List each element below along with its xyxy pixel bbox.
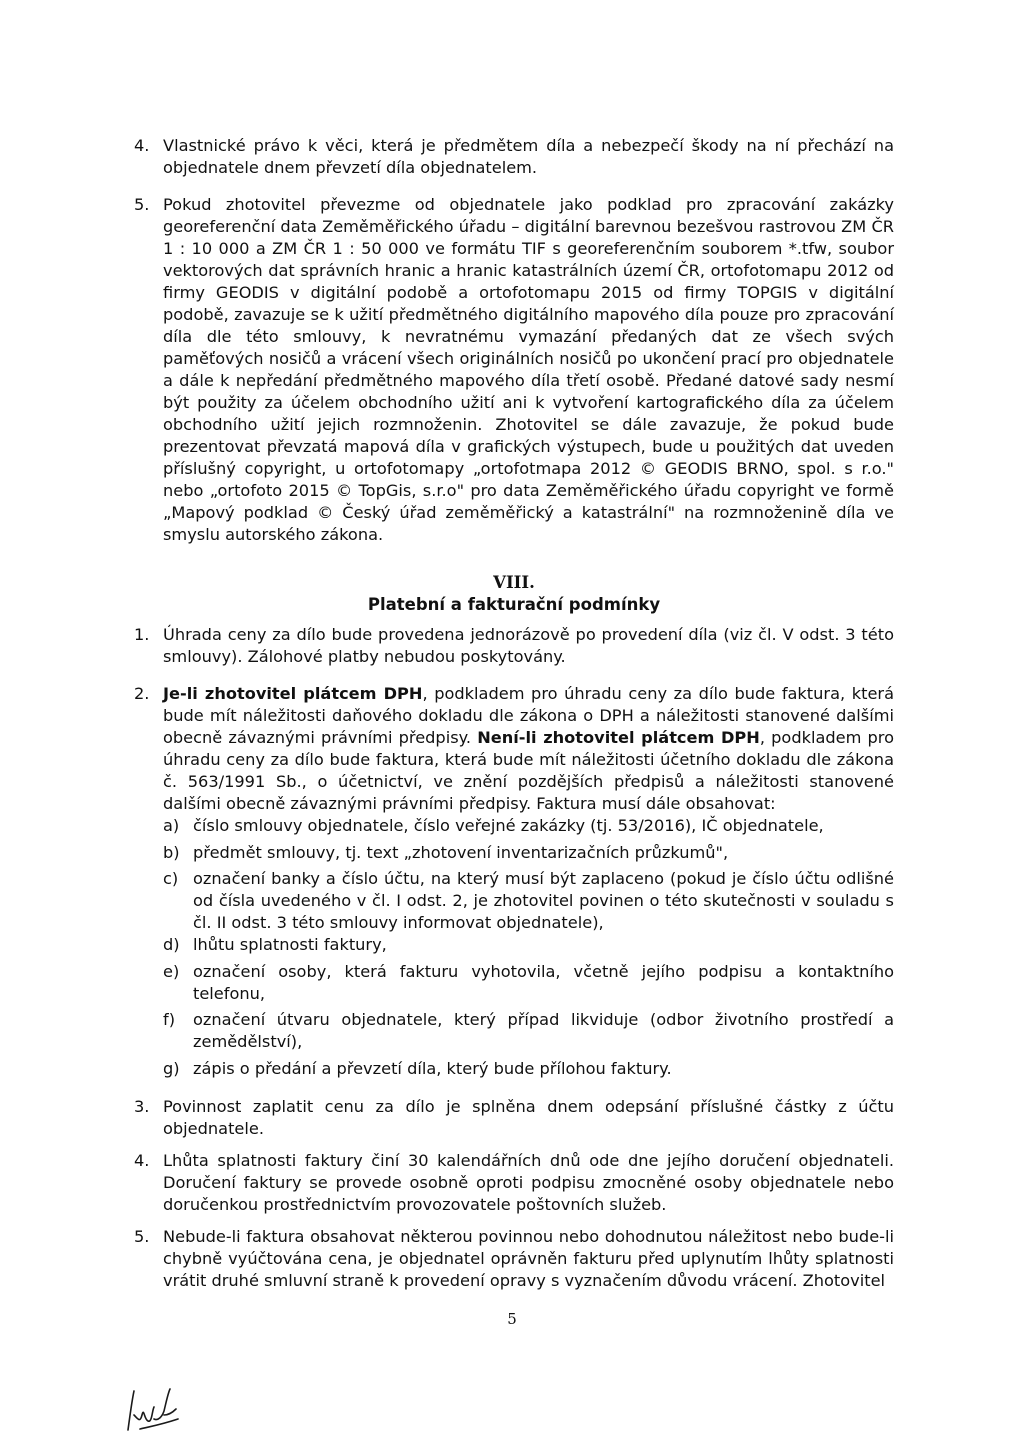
section-roman-numeral: VIII.	[493, 573, 535, 592]
item-number: 4.	[134, 1151, 150, 1170]
handwritten-initials-icon	[118, 1385, 198, 1435]
subitem-letter: c)	[163, 869, 179, 888]
item-text: Vlastnické právo k věci, která je předmětem díla a nebezpečí škody na ní přechází na objednatele dnem převzetí díla objednatelem.	[163, 136, 894, 177]
subitem-text: lhůtu splatnosti faktury,	[193, 935, 387, 954]
subitem-a	[163, 815, 894, 837]
item-number: 3.	[134, 1097, 150, 1116]
article-8-item-5	[134, 1226, 894, 1292]
item-text: Nebude-li faktura obsahovat některou povinnou nebo dohodnutou náležitost nebo bude-li chybně vyúčtována cena, je objednatel oprávněn fakturu před uplynutím lhůty splatnosti vrátit druhé smluvní straně k provedení opravy s vyznačením důvodu vrácení. Zhotovitel	[163, 1227, 894, 1290]
item-number: 5.	[134, 1227, 150, 1246]
subitem-f	[163, 1009, 894, 1053]
subitem-letter: f)	[163, 1010, 176, 1029]
subitem-b	[163, 842, 894, 864]
bold-phrase-non-vat-payer: Není-li zhotovitel plátcem DPH	[477, 728, 760, 747]
item-text: Úhrada ceny za dílo bude provedena jednorázově po provedení díla (viz čl. V odst. 3 této smlouvy). Zálohové platby nebudou poskytovány.	[163, 625, 894, 666]
subitem-text: předmět smlouvy, tj. text „zhotovení inventarizačních průzkumů",	[193, 843, 729, 862]
subitem-d	[163, 934, 894, 956]
subitem-letter: g)	[163, 1059, 180, 1078]
article-8-item-1	[134, 624, 894, 668]
item-text: Lhůta splatnosti faktury činí 30 kalendářních dnů ode dne jejího doručení objednateli. Doručení faktury se provede osobně oproti podpisu zmocněné osoby objednatele nebo doručenkou prostřednictvím provozovatele poštovních služeb.	[163, 1151, 894, 1214]
subitem-letter: d)	[163, 935, 180, 954]
item-text: Povinnost zaplatit cenu za dílo je splněna dnem odepsání příslušné částky z účtu objednatele.	[163, 1097, 894, 1138]
item-number: 2.	[134, 684, 150, 703]
article-8-item-2	[134, 683, 894, 815]
article-8-item-4	[134, 1150, 894, 1216]
section-title: Platební a fakturační podmínky	[367, 595, 661, 614]
subitem-letter: e)	[163, 962, 180, 981]
item-number: 5.	[134, 195, 150, 214]
subitem-letter: b)	[163, 843, 180, 862]
article-7-item-5	[134, 194, 894, 546]
item-text	[163, 683, 894, 815]
item-number: 4.	[134, 136, 150, 155]
item-text-part-1: , podkladem pro úhradu ceny za dílo bude faktura, která bude mít náležitosti daňového dokladu dle zákona o DPH a náležitosti stanovené dalšími obecně závaznými právními předpisy.	[163, 684, 894, 747]
item-text-part-2: , podkladem pro úhradu ceny za dílo bude faktura, která bude mít náležitosti účetního dokladu dle zákona č. 563/1991 Sb., o účetnictví, ve znění pozdějších předpisů a náležitosti stanovené dalšími obecně závaznými právními předpisy. Faktura musí dále obsahovat:	[163, 728, 894, 813]
item-text: Pokud zhotovitel převezme od objednatele jako podklad pro zpracování zakázky georeferenční data Zeměměřického úřadu – digitální barevnou bezešvou rastrovou ZM ČR 1 : 10 000 a ZM ČR 1 : 50 000 ve formátu TIF s georeferenčním souborem *.tfw, soubor vektorových dat správních hranic a hranic katastrálních území ČR, ortofotomapu 2012 od firmy GEODIS v digitální podobě a ortofotomapu 2015 od firmy TOPGIS v digitální podobě, zavazuje se k užití předmětného digitálního mapového díla pouze pro zpracování díla dle této smlouvy, k nevratnému vymazání předaných dat ze všech svých paměťových nosičů a vrácení všech originálních nosičů po ukončení prací pro objednatele a dále k nepředání předmětného mapového díla třetí osobě. Předané datové sady nesmí být použity za účelem obchodního užití ani k vytvoření kartografického díla za účelem obchodního užití jejich rozmnoženin. Zhotovitel se dále zavazuje, že pokud bude prezentovat převzatá mapová díla v grafických výstupech, bude u použitých dat uveden příslušný copyright, u ortofotomapy „ortofotmapa 2012 © GEODIS BRNO, spol. s r.o." nebo „ortofoto 2015 © TopGis, s.r.o" pro data Zeměměřického úřadu copyright ve formě „Mapový podklad © Český úřad zeměměřický a katastrální" na rozmnoženině díla ve smyslu autorského zákona.	[163, 195, 894, 544]
bold-phrase-vat-payer: Je-li zhotovitel plátcem DPH	[163, 684, 423, 703]
item-number: 1.	[134, 625, 150, 644]
subitem-e	[163, 961, 894, 1005]
subitem-letter: a)	[163, 816, 180, 835]
article-8-item-3	[134, 1096, 894, 1140]
subitem-text: označení osoby, která fakturu vyhotovila, včetně jejího podpisu a kontaktního telefonu,	[193, 962, 894, 1003]
page-number: 5	[507, 1310, 517, 1328]
subitem-c	[163, 868, 894, 934]
subitem-text: číslo smlouvy objednatele, číslo veřejné zakázky (tj. 53/2016), IČ objednatele,	[193, 816, 824, 835]
subitem-g	[163, 1058, 894, 1080]
subitem-text: označení útvaru objednatele, který případ likviduje (odbor životního prostředí a zemědělství),	[193, 1010, 894, 1051]
article-7-item-4	[134, 135, 894, 179]
subitem-text: zápis o předání a převzetí díla, který bude přílohou faktury.	[193, 1059, 672, 1078]
subitem-text: označení banky a číslo účtu, na který musí být zaplaceno (pokud je číslo účtu odlišné od čísla uvedeného v čl. I odst. 2, je zhotovitel povinen o této skutečnosti v souladu s čl. II odst. 3 této smlouvy informovat objednatele),	[193, 869, 894, 932]
